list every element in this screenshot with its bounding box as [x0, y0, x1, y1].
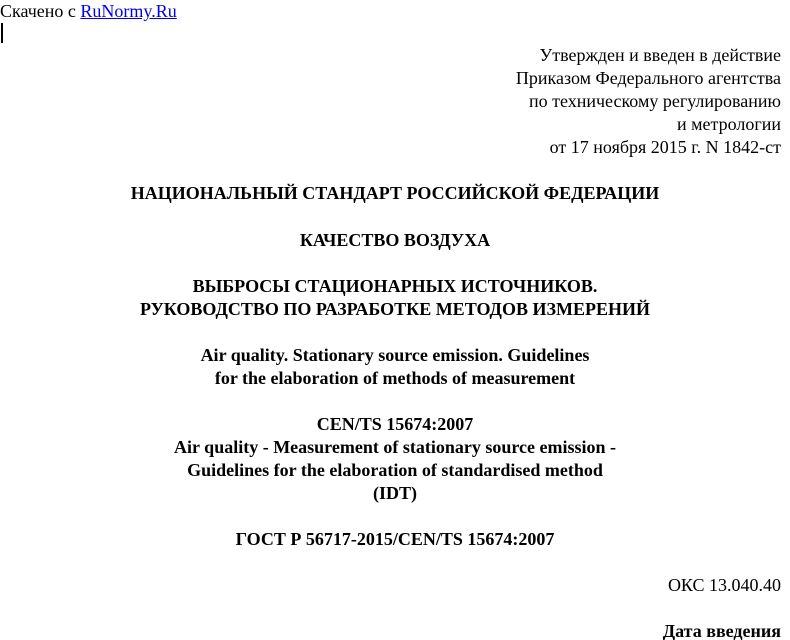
cen-title-line: (IDT) — [373, 483, 417, 503]
russian-title-line: ВЫБРОСЫ СТАЦИОНАРНЫХ ИСТОЧНИКОВ. — [192, 276, 598, 296]
english-title-line: Air quality. Stationary source emission. Guidelines — [200, 345, 590, 365]
source-prefix: Скачено с — [0, 1, 81, 21]
approval-line: Утвержден и введен в действие — [539, 45, 781, 65]
russian-title — [0, 275, 790, 321]
cen-title-line: Air quality - Measurement of stationary source emission - — [174, 437, 616, 457]
text-cursor — [1, 23, 3, 43]
english-title — [0, 344, 790, 390]
cen-reference — [0, 413, 790, 505]
gost-code: ГОСТ Р 56717-2015/CEN/TS 15674:2007 — [235, 529, 555, 549]
cen-title-line: Guidelines for the elaboration of standardised method — [187, 460, 603, 480]
approval-line: и метрологии — [677, 114, 781, 134]
national-standard-title: НАЦИОНАЛЬНЫЙ СТАНДАРТ РОССИЙСКОЙ ФЕДЕРАЦИИ — [130, 183, 660, 203]
russian-title-line: РУКОВОДСТВО ПО РАЗРАБОТКЕ МЕТОДОВ ИЗМЕРЕНИЙ — [140, 299, 650, 319]
english-title-line: for the elaboration of methods of measurement — [214, 368, 576, 388]
subject-heading: КАЧЕСТВО ВОЗДУХА — [299, 230, 491, 250]
source-note — [0, 0, 177, 23]
source-link[interactable]: RuNormy.Ru — [80, 1, 177, 21]
approval-line: по техническому регулированию — [528, 91, 781, 111]
oks-code: ОКС 13.040.40 — [667, 575, 781, 595]
cen-code: CEN/TS 15674:2007 — [316, 414, 474, 434]
approval-block — [516, 44, 781, 159]
approval-line: Приказом Федерального агентства — [515, 68, 781, 88]
intro-date-label: Дата введения — [662, 621, 781, 640]
approval-line: от 17 ноября 2015 г. N 1842-ст — [549, 137, 781, 157]
